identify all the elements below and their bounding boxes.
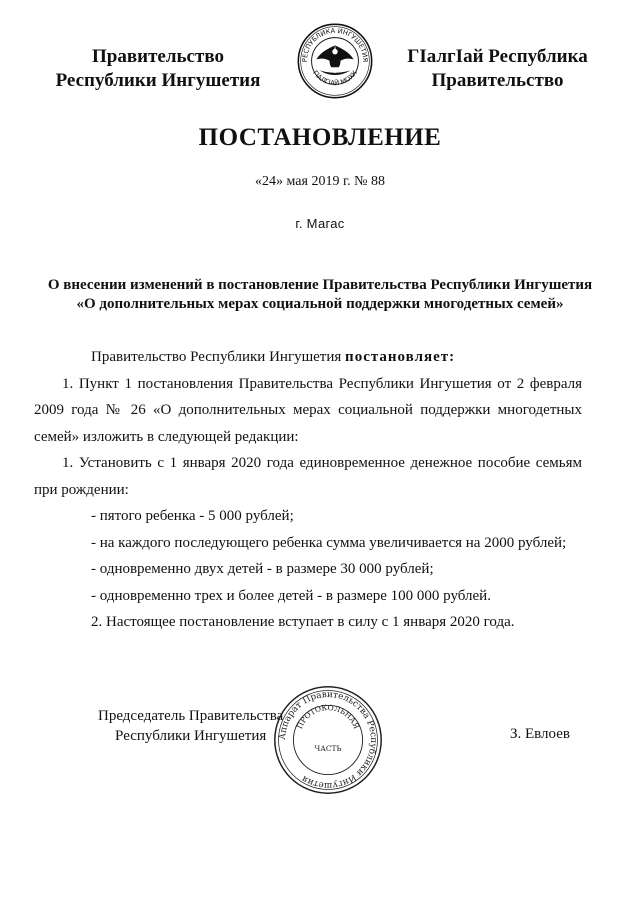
signatory-name: З. Евлоев xyxy=(510,726,570,742)
emblem-text-bottom: ГIАЛГIАЙ МОХК xyxy=(311,69,359,88)
coat-of-arms-emblem xyxy=(296,22,374,100)
document-body xyxy=(34,344,582,636)
signatory-title-line1: Председатель Правительства xyxy=(98,708,284,724)
stamp-inner-text2: ЧАСТЬ xyxy=(314,744,342,754)
intro-resolves: постановляет: xyxy=(345,349,456,365)
subject-line-2: «О дополнительных мерах социальной поддержки многодетных семей» xyxy=(76,296,564,312)
document-type-title: ПОСТАНОВЛЕНИЕ xyxy=(198,124,442,151)
document-date-number: «24» мая 2019 г. № 88 xyxy=(255,174,385,189)
emblem-eagle-icon xyxy=(316,45,353,75)
stamp-inner-text1: ПРОТОКОЛЬНАЯ xyxy=(294,702,362,731)
intro-paragraph xyxy=(91,344,582,371)
item1-line2: 2009 года № 26 «О дополнительных мерах социальной поддержки многодетных xyxy=(34,402,582,418)
subject-line-1: О внесении изменений в постановление Правительства Республики Ингушетия xyxy=(47,277,593,293)
header-right-line1: ГIалгIай Республика xyxy=(407,46,588,67)
official-stamp-seal xyxy=(272,684,384,796)
list-item-dash4: - одновременно трех и более детей - в размере 100 000 рублей. xyxy=(91,587,491,604)
list-item-dash3: - одновременно двух детей - в размере 30 000 рублей; xyxy=(91,561,434,577)
sub1-line1: 1. Установить с 1 января 2020 года единовременное денежное пособие семьям xyxy=(62,455,582,471)
signatory-title-line2: Республики Ингушетия xyxy=(115,728,267,744)
emblem-text-top: РЕСПУБЛИКА ИНГУШЕТИЯ xyxy=(300,26,370,63)
header-right-line2: Правительство xyxy=(431,70,564,91)
item1-line3: семей» изложить в следующей редакции: xyxy=(34,428,299,445)
item2-paragraph: 2. Настоящее постановление вступает в силу с 1 января 2020 года. xyxy=(91,614,515,630)
stamp-outer-text: Аппарат Правительства Республики Ингушетия xyxy=(277,689,378,790)
document-subject xyxy=(40,276,600,314)
list-item-dash1: - пятого ребенка - 5 000 рублей; xyxy=(91,508,294,524)
header-left-line1: Правительство xyxy=(92,46,224,67)
item1-line1: 1. Пункт 1 постановления Правительства Республики Ингушетия от 2 февраля xyxy=(62,375,582,392)
signatory-title xyxy=(98,706,283,746)
intro-text: Правительство Республики Ингушетия xyxy=(91,349,346,365)
list-item-dash2: - на каждого последующего ребенка сумма увеличивается на 2000 рублей; xyxy=(91,534,567,551)
header-right xyxy=(395,45,600,93)
sub1-line2: при рождении: xyxy=(34,481,129,498)
header-left-line2: Республики Ингушетия xyxy=(55,70,261,91)
document-place: г. Магас xyxy=(295,216,345,231)
header-left xyxy=(48,45,268,93)
